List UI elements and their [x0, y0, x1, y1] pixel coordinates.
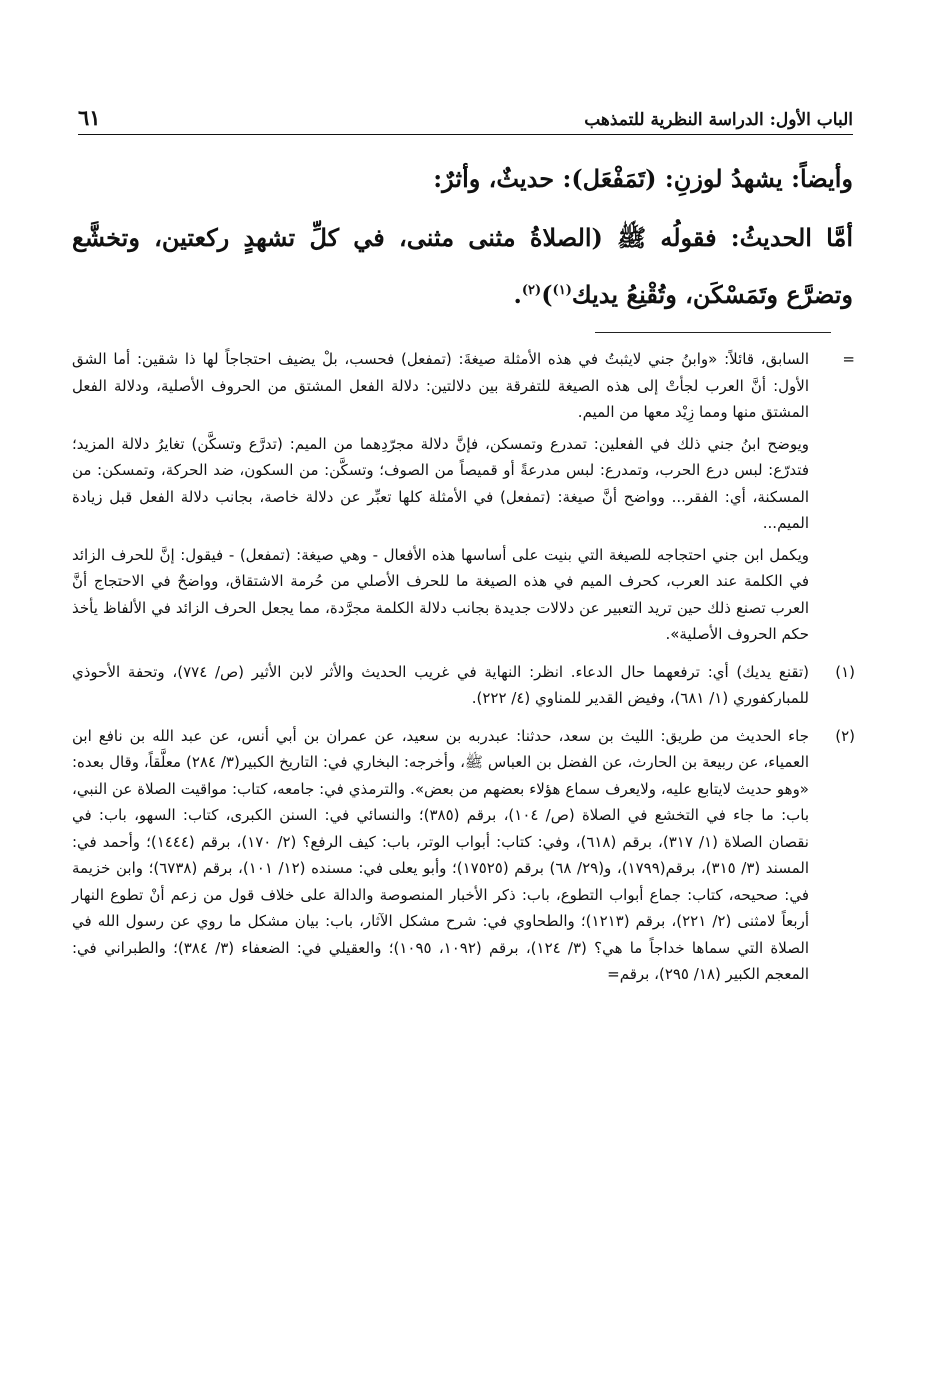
continuation-paragraph-2: ويوضح ابنُ جني ذلك في الفعلين: تمدرع وتمسكن، فإنَّ دلالة مجرّدِهما من الميم: (تدرَّع وتسكَّن) تغايرُ دلالة المزيد؛ فتدرّع: لبس درع الحرب، وتمدرع: لبس مدرعةً أو قميصاً من الصوف؛ وتسكَّن: من السكون، ضد الحركة، وتمسكن: من المسكنة، أي: الفقر... وواضح أنَّ صيغة: (تمفعل) في الأمثلة كلها تعبِّر عن دلالة خاصة، بجانب دلالة الفعل قبل زيادة الميم...: [72, 434, 809, 532]
footnotes: [72, 346, 855, 993]
footnote-2-text: جاء الحديث من طريق: الليث بن سعد، حدثنا: عبدربه بن سعيد، عن عمران بن أبي أنس، عن عبد الله بن نافع ابن العمياء، عن ربيعة بن الحارث، عن الفضل بن العباس ﷺ، وأخرجه: البخاري في: التاريخ الكبير(٣/ ٢٨٤) معلَّقاً، وقال بعده: «وهو حديث لايتابع عليه، ولايعرف سماع هؤلاء بعضهم من بعض». والترمذي في: جامعه، كتاب: مواقيت الصلاة عن النبي، باب: ما جاء في التخشع في الصلاة (ص/ ١٠٤)، برقم (٣٨٥)؛ والنسائي في: السنن الكبرى، كتاب: السهو، باب: في نقصان الصلاة (١/ ٣١٧)، برقم (٦١٨)، وفي: كتاب: أبواب الوتر، باب: كيف الرفع؟ (٢/ ١٧٠)، برقم (١٤٤٤)؛ وأحمد في: المسند (٣/ ٣١٥)، برقم(١٧٩٩)، و(٢٩/ ٦٨) برقم (١٧٥٢٥)؛ وأبو يعلى في: مسنده (١٢/ ١٠١)، برقم (٦٧٣٨)؛ وابن خزيمة في: صحيحه، كتاب: جماع أبواب التطوع، باب: ذكر الأخبار المنصوصة والدالة على خلاف قول من زعم أنْ تطوع النهار أربعاً لامثنى (٢/ ٢٢١)، برقم (١٢١٣)؛ والطحاوي في: شرح مشكل الآثار، باب: بيان مشكل ما روي عن رسول الله في الصلاة التي سماها خداجاً ما هي؟ (٣/ ١٢٤)، برقم (١٠٩٢، ١٠٩٥)؛ والعقيلي في: الضعفاء (٣/ ٣٨٤)؛ والطبراني في: المعجم الكبير (١٨/ ٢٩٥)، برقم=: [72, 726, 810, 983]
footnote-2: [72, 723, 855, 993]
footnote-ref-2: (٢): [521, 283, 542, 298]
main-text: [72, 150, 853, 323]
footnote-1-mark: (١): [835, 662, 855, 681]
footnote-2-mark: (٢): [835, 726, 855, 745]
page-number: ٦١: [78, 105, 101, 130]
running-head: الباب الأول: الدراسة النظرية للتمذهب: [584, 110, 853, 130]
continuation-paragraph-3: ويكمل ابن جني احتجاجه للصيغة التي بنيت على أساسها هذه الأفعال - وهي صيغة: (تمفعل) - فيقول: إنَّ للحرف الزائد في الكلمة عند العرب، كحرف الميم في هذه الصيغة ما للحرف الأصلي من حُرمة الاشتقاق، وواضحٌ في الاحتجاج أنَّ العرب تصنع ذلك حين تريد التعبير عن دلالات جديدة بجانب دلالة الكلمة مجرَّدة، مما يجعل الحرف الزائد في الألفاظ يأخذ حكم الحروف الأصلية».: [72, 545, 809, 643]
footnote-1: [72, 659, 855, 717]
footnote-1-text: (تقنع يديك) أي: ترفعهما حال الدعاء. انظر: النهاية في غريب الحديث والأثر لابن الأثير (ص/ ٧٧٤)، وتحفة الأحوذي للمباركفوري (١/ ٦٨١)، وفيض القدير للمناوي (٤/ ٢٢٢).: [72, 662, 809, 707]
hadith-text: أمَّا الحديثُ: فقولُه ﷺ (الصلاةُ مثنى مثنى، في كلِّ تشهدٍ ركعتين، وتخشَّع وتضرَّع وتَمَسْكَن، وتُقْنِعُ يديك: [72, 223, 853, 309]
continuation-body: [72, 346, 809, 653]
page-header: [78, 96, 853, 135]
main-line-1: وأيضاً: يشهدُ لوزنِ: (تَمَفْعَل): حديثٌ، وأثرٌ:: [433, 164, 853, 193]
footnote-continuation: [72, 346, 855, 653]
continuation-mark: =: [842, 350, 855, 368]
hadith-close: ): [541, 280, 553, 309]
footnote-separator: [595, 332, 831, 333]
continuation-paragraph-1: السابق، قائلاً: «وابنُ جني لايثبتُ في هذه الأمثلة صيغةَ: (تمفعل) فحسب، بلْ يضيف احتجاجاً لها ذا شقين: أما الشق الأول: أنَّ العرب لجأتْ إلى هذه الصيغة للتفرقة بين دلالتين: دلالة الفعل المشتق من الحروف الأصلية، ودلالة الفعل المشتق منها ومما زِيْد معها من الميم.: [72, 350, 809, 421]
hadith-period: .: [513, 280, 522, 309]
footnote-ref-1: (١): [552, 283, 572, 298]
main-paragraph-2: [72, 209, 853, 323]
